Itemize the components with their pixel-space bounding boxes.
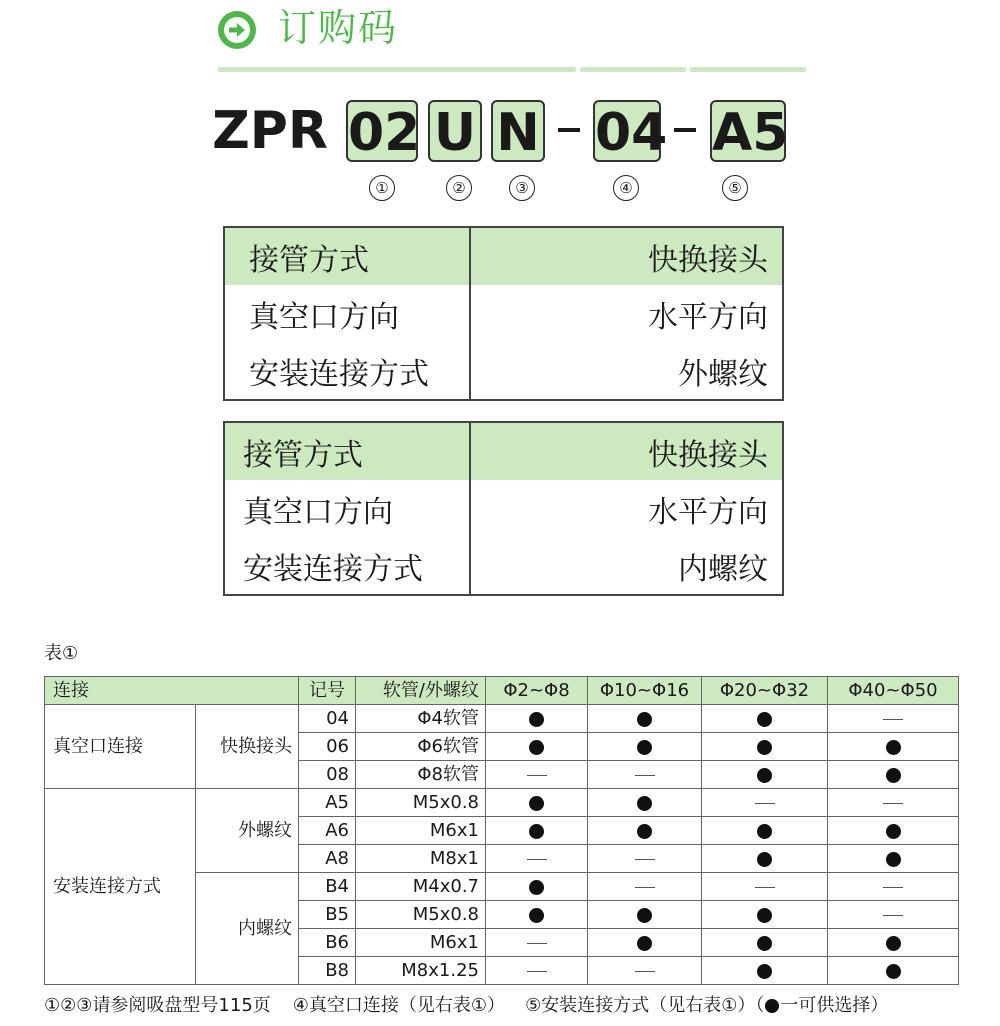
subgroup-label: 外螺纹 (196, 789, 299, 873)
dash-icon (527, 859, 547, 860)
filled-dot-icon (757, 740, 772, 755)
option-value: 水平方向 (470, 285, 783, 342)
availability-cell (588, 733, 702, 761)
code-cell: 08 (299, 761, 356, 789)
spec-cell: M8x1 (356, 845, 486, 873)
availability-cell (828, 705, 959, 733)
dash-icon (755, 887, 775, 888)
option-table-internal-thread (223, 421, 784, 596)
filled-dot-icon (757, 964, 772, 979)
availability-cell (828, 957, 959, 985)
filled-dot-icon (757, 768, 772, 783)
code-cell: A6 (299, 817, 356, 845)
availability-cell (702, 873, 828, 901)
option-label: 接管方式 (224, 422, 470, 480)
marker-5: ⑤ (722, 175, 748, 201)
filled-dot-icon (529, 880, 544, 895)
filled-dot-icon (637, 712, 652, 727)
dash-icon (883, 887, 903, 888)
availability-cell (828, 761, 959, 789)
arrow-right-circle-icon (218, 11, 256, 49)
filled-dot-icon (886, 824, 901, 839)
filled-dot-icon (757, 852, 772, 867)
filled-dot-icon (529, 824, 544, 839)
dash-icon (883, 803, 903, 804)
code-prefix: ZPR (212, 101, 328, 161)
option-label: 真空口方向 (243, 494, 393, 530)
dash-icon (635, 859, 655, 860)
subgroup-label: 内螺纹 (196, 873, 299, 985)
availability-cell (702, 733, 828, 761)
availability-cell (486, 957, 588, 985)
filled-dot-icon (886, 936, 901, 951)
availability-cell (702, 789, 828, 817)
column-header: Φ10~Φ16 (588, 677, 702, 705)
code-segment-size: 02 (346, 100, 418, 162)
availability-cell (486, 733, 588, 761)
code-segment-vacuum-port: 04 (593, 100, 661, 162)
dash-icon (755, 803, 775, 804)
option-value: 内螺纹 (470, 537, 783, 595)
availability-cell (588, 817, 702, 845)
option-label: 真空口方向 (249, 299, 399, 335)
availability-cell (588, 761, 702, 789)
availability-cell (828, 901, 959, 929)
column-header: Φ2~Φ8 (486, 677, 588, 705)
column-header: 软管/外螺纹 (356, 677, 486, 705)
group-label: 真空口连接 (45, 705, 196, 789)
marker-4: ④ (613, 175, 639, 201)
code-cell: B4 (299, 873, 356, 901)
availability-cell (702, 705, 828, 733)
spec-cell: M8x1.25 (356, 957, 486, 985)
page-title: 订购码 (278, 6, 399, 50)
availability-cell (702, 929, 828, 957)
spec-cell: M4x0.7 (356, 873, 486, 901)
dash-icon (527, 971, 547, 972)
availability-cell (828, 845, 959, 873)
availability-cell (702, 817, 828, 845)
option-value: 外螺纹 (470, 342, 783, 400)
footnote-part: ④真空口连接（见右表①） (292, 995, 506, 1016)
table-header-row (45, 677, 959, 705)
spec-cell: Φ8软管 (356, 761, 486, 789)
availability-cell (588, 789, 702, 817)
marker-1: ① (369, 175, 395, 201)
availability-cell (588, 705, 702, 733)
option-value: 快换接头 (470, 227, 783, 285)
availability-cell (486, 901, 588, 929)
filled-dot-icon (637, 740, 652, 755)
dash-icon (883, 915, 903, 916)
filled-dot-icon (637, 796, 652, 811)
option-value: 快换接头 (470, 422, 783, 480)
filled-dot-icon (529, 712, 544, 727)
code-segment-direction: N (491, 100, 545, 162)
spec-cell: M6x1 (356, 929, 486, 957)
availability-cell (828, 733, 959, 761)
code-cell: B6 (299, 929, 356, 957)
code-segment-mounting: A5 (710, 100, 786, 162)
availability-cell (486, 761, 588, 789)
availability-cell (486, 789, 588, 817)
footnote-part: ⑤安装连接方式（见右表①）（ (525, 995, 765, 1016)
dash-icon (635, 775, 655, 776)
filled-dot-icon (765, 999, 779, 1013)
availability-cell (486, 705, 588, 733)
spec-cell: Φ4软管 (356, 705, 486, 733)
filled-dot-icon (757, 936, 772, 951)
dash-icon (527, 943, 547, 944)
availability-cell (588, 957, 702, 985)
marker-3: ③ (509, 175, 535, 201)
filled-dot-icon (886, 852, 901, 867)
footnote-part: ①②③请参阅吸盘型号115页 (44, 995, 271, 1016)
code-cell: A5 (299, 789, 356, 817)
marker-2: ② (446, 175, 472, 201)
spec-cell: Φ6软管 (356, 733, 486, 761)
group-label: 安装连接方式 (45, 789, 196, 985)
footnote-part: 一可供选择） (780, 995, 889, 1016)
filled-dot-icon (637, 936, 652, 951)
dash-icon (883, 719, 903, 720)
code-cell: 04 (299, 705, 356, 733)
header-divider (218, 67, 576, 72)
option-label: 安装连接方式 (249, 356, 429, 392)
filled-dot-icon (757, 712, 772, 727)
option-label: 接管方式 (224, 227, 470, 285)
dash-icon (635, 971, 655, 972)
availability-cell (588, 873, 702, 901)
code-cell: 06 (299, 733, 356, 761)
code-segment-pad-material: U (428, 100, 482, 162)
dash-icon (635, 887, 655, 888)
table-caption: 表① (44, 643, 79, 664)
spec-cell: M6x1 (356, 817, 486, 845)
footnote (44, 992, 888, 1020)
table-row (45, 705, 959, 733)
availability-cell (486, 817, 588, 845)
code-cell: B8 (299, 957, 356, 985)
filled-dot-icon (886, 768, 901, 783)
column-header: 连接 (45, 677, 299, 705)
option-value: 水平方向 (470, 480, 783, 537)
column-header: Φ40~Φ50 (828, 677, 959, 705)
filled-dot-icon (886, 964, 901, 979)
column-header: 记号 (299, 677, 356, 705)
spec-cell: M5x0.8 (356, 789, 486, 817)
availability-cell (588, 901, 702, 929)
availability-cell (702, 761, 828, 789)
availability-cell (828, 789, 959, 817)
filled-dot-icon (757, 908, 772, 923)
option-label: 安装连接方式 (243, 551, 423, 587)
filled-dot-icon (529, 796, 544, 811)
filled-dot-icon (529, 908, 544, 923)
availability-cell (828, 817, 959, 845)
column-header: Φ20~Φ32 (702, 677, 828, 705)
filled-dot-icon (637, 824, 652, 839)
availability-cell (702, 845, 828, 873)
availability-cell (486, 929, 588, 957)
header-divider (580, 67, 686, 72)
table-row (45, 789, 959, 817)
availability-cell (588, 929, 702, 957)
dash-icon (527, 775, 547, 776)
availability-cell (486, 845, 588, 873)
availability-cell (828, 873, 959, 901)
filled-dot-icon (529, 740, 544, 755)
header-divider (690, 67, 806, 72)
availability-cell (828, 929, 959, 957)
code-cell: A8 (299, 845, 356, 873)
subgroup-label: 快换接头 (196, 705, 299, 789)
availability-cell (486, 873, 588, 901)
option-table-external-thread (223, 226, 784, 401)
spec-table (44, 676, 959, 985)
availability-cell (702, 901, 828, 929)
availability-cell (588, 845, 702, 873)
filled-dot-icon (757, 824, 772, 839)
filled-dot-icon (637, 908, 652, 923)
availability-cell (702, 957, 828, 985)
spec-cell: M5x0.8 (356, 901, 486, 929)
code-separator (558, 128, 580, 132)
filled-dot-icon (886, 740, 901, 755)
code-cell: B5 (299, 901, 356, 929)
code-separator (674, 128, 696, 132)
